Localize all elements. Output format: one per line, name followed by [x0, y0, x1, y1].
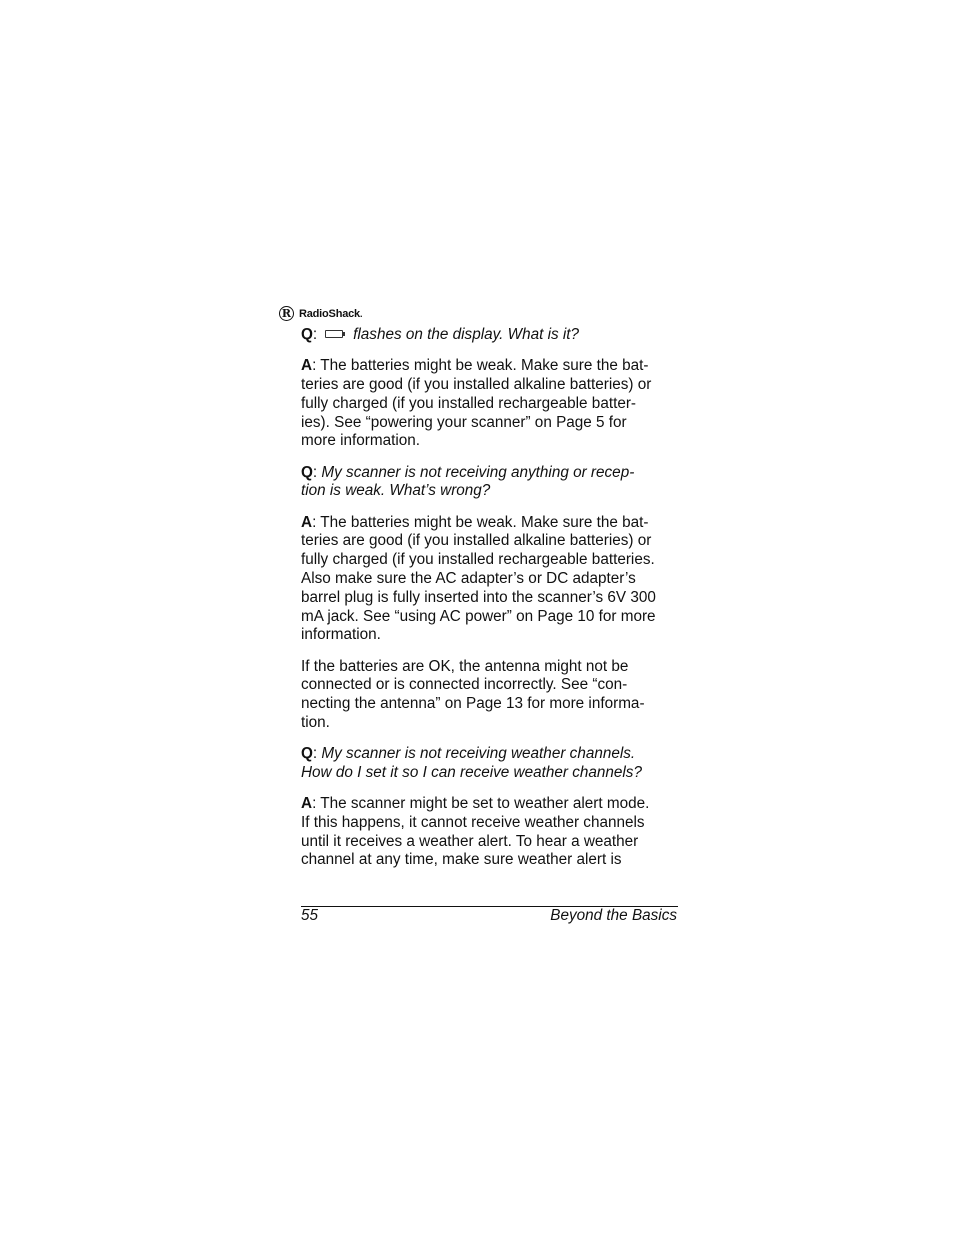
section-title: Beyond the Basics — [550, 907, 677, 924]
a-colon: : — [312, 357, 317, 375]
brand-name-dot: . — [359, 308, 363, 319]
answer-3-text-1: The scanner might be set to weather alert mode. — [320, 795, 650, 813]
answer-3 — [301, 795, 677, 870]
battery-low-icon — [325, 330, 343, 338]
answer-1-line-3: fully charged (if you installed rechargeable batter- — [301, 394, 637, 412]
question-3 — [301, 745, 677, 783]
page-footer — [301, 906, 677, 926]
paragraph-line-4: tion. — [301, 713, 330, 731]
question-2-text-1: My scanner is not receiving anything or recep- — [321, 463, 635, 481]
question-1 — [301, 326, 677, 345]
answer-1-line-2: teries are good (if you installed alkaline batteries) or — [301, 375, 652, 393]
page-body — [301, 326, 677, 883]
question-3-text-1: My scanner is not receiving weather channels. — [321, 745, 636, 763]
answer-2-line-3: fully charged (if you installed rechargeable batteries. — [301, 551, 655, 569]
brand-name — [299, 308, 362, 320]
paragraph-line-1: If the batteries are OK, the antenna might not be — [301, 657, 629, 675]
a-colon: : — [312, 795, 317, 813]
question-2 — [301, 464, 677, 502]
answer-2-line-6: mA jack. See “using AC power” on Page 10 for more — [301, 607, 656, 625]
answer-2 — [301, 514, 677, 646]
radioshack-logo — [279, 306, 362, 321]
page-number: 55 — [301, 907, 319, 924]
q-label: Q — [301, 326, 313, 343]
q-colon: : — [312, 745, 318, 763]
question-3-line-1 — [301, 745, 677, 764]
paragraph-line-2: connected or is connected incorrectly. See “con- — [301, 676, 628, 694]
answer-1-line-1 — [301, 357, 677, 376]
answer-3-line-1 — [301, 795, 677, 814]
answer-1-line-5: more information. — [301, 432, 421, 450]
answer-2-line-1 — [301, 514, 677, 533]
question-1-text: flashes on the display. What is it? — [353, 326, 580, 343]
answer-1-text-1: The batteries might be weak. Make sure the bat- — [320, 357, 649, 375]
q-colon: : — [312, 326, 318, 343]
answer-2-line-7: information. — [301, 626, 381, 644]
answer-3-line-3: until it receives a weather alert. To hear a weather — [301, 832, 639, 850]
answer-2-line-4: Also make sure the AC adapter’s or DC adapter’s — [301, 569, 636, 587]
answer-3-line-4: channel at any time, make sure weather alert is — [301, 851, 622, 869]
paragraph-line-3: necting the antenna” on Page 13 for more informa- — [301, 695, 645, 713]
answer-1-line-4: ies). See “powering your scanner” on Page 5 for — [301, 413, 627, 431]
a-label: A — [301, 513, 313, 531]
answer-1 — [301, 357, 677, 451]
answer-2-text-1: The batteries might be weak. Make sure the bat- — [320, 513, 649, 531]
question-2-line-1 — [301, 464, 677, 483]
q-label: Q — [301, 463, 313, 481]
answer-2-continued — [301, 658, 677, 733]
question-3-line-2: How do I set it so I can receive weather channels? — [301, 763, 642, 781]
a-label: A — [301, 357, 313, 375]
q-label: Q — [301, 745, 313, 763]
question-2-line-2: tion is weak. What’s wrong? — [301, 482, 491, 500]
a-label: A — [301, 795, 313, 813]
q-colon: : — [312, 463, 318, 481]
brand-name-text: RadioShack — [299, 307, 360, 320]
a-colon: : — [312, 513, 317, 531]
answer-3-line-2: If this happens, it cannot receive weather channels — [301, 813, 645, 831]
answer-2-line-2: teries are good (if you installed alkaline batteries) or — [301, 532, 652, 550]
registered-mark-icon: R — [279, 306, 294, 321]
answer-2-line-5: barrel plug is fully inserted into the scanner’s 6V 300 — [301, 588, 656, 606]
question-1-line — [301, 326, 677, 345]
